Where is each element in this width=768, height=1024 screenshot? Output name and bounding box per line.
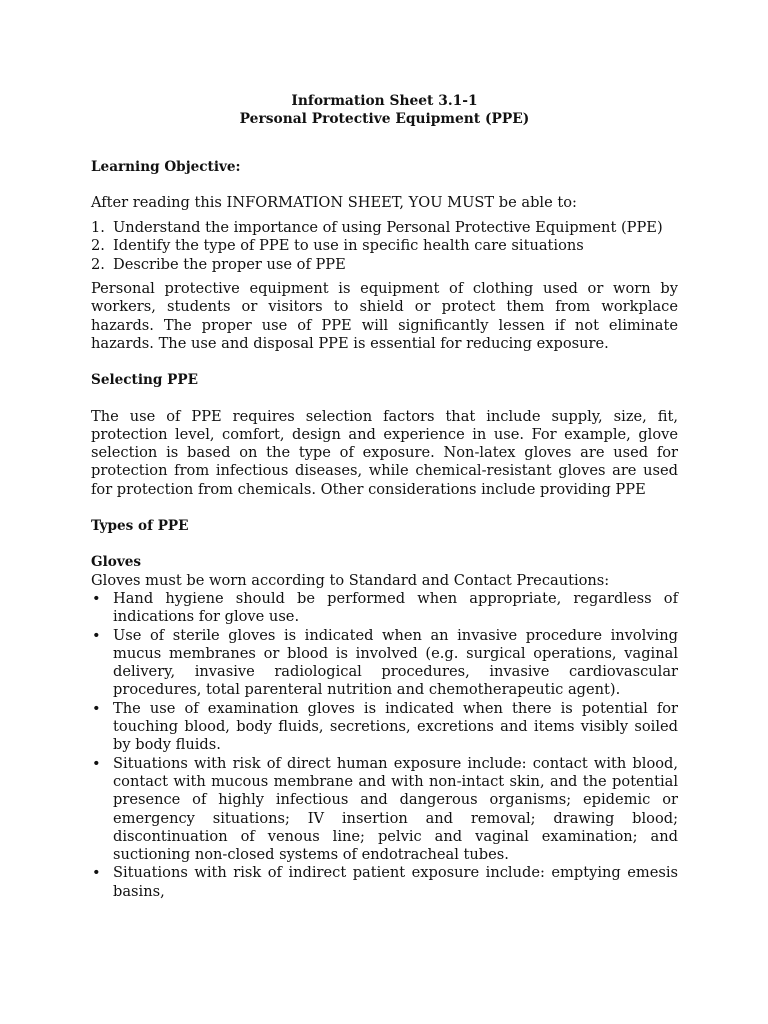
gloves-intro: Gloves must be worn according to Standard and Contact Precautions: xyxy=(91,571,610,589)
bullet-text: Hand hygiene should be performed when appropriate, regardless of indications for glove use. xyxy=(113,589,678,626)
objective-list xyxy=(91,219,678,274)
selecting-ppe-heading: Selecting PPE xyxy=(91,372,198,389)
bullet-text: Use of sterile gloves is indicated when an invasive procedure involving mucus membranes or blood is involved (e.g. surgical operations, vaginal delivery, invasive radiological procedures, invasive cardiovascular procedures, total parenteral nutrition and chemotherapeutic agent). xyxy=(113,626,678,699)
bullet-marker: • xyxy=(92,589,101,607)
list-item xyxy=(91,700,678,755)
objective-number: 2. xyxy=(91,255,105,273)
bullet-marker: • xyxy=(92,699,101,717)
types-of-ppe-heading: Types of PPE xyxy=(91,518,189,535)
objective-item xyxy=(91,256,678,274)
objective-number: 1. xyxy=(91,219,105,237)
learning-objective-heading: Learning Objective: xyxy=(91,158,241,175)
bullet-marker: • xyxy=(92,864,101,882)
bullet-marker: • xyxy=(92,754,101,772)
objective-item xyxy=(91,237,678,255)
gloves-heading: Gloves xyxy=(91,554,142,571)
sheet-number: Information Sheet 3.1-1 xyxy=(291,93,478,109)
bullet-text: The use of examination gloves is indicated when there is potential for touching blood, body fluids, secretions, excretions and items visibly soiled by body fluids. xyxy=(113,699,678,754)
bullet-marker: • xyxy=(92,626,101,644)
bullet-text: Situations with risk of direct human exposure include: contact with blood, contact with mucous membrane and with non-intact skin, and the potential presence of highly infectious and dangerous organisms; epidemic or emergency situations; IV insertion and removal; drawing blood; discontinuation of venous line; pelvic and vaginal examination; and suctioning non-closed systems of endotracheal tubes. xyxy=(113,754,678,864)
objective-text: Describe the proper use of PPE xyxy=(113,255,346,273)
list-item xyxy=(91,590,678,627)
intro-paragraph: Personal protective equipment is equipment of clothing used or worn by workers, students or visitors to shield or protect them from workplace hazards. The proper use of PPE will significantly lessen if not eliminate hazards. The use and disposal PPE is essential for reducing exposure. xyxy=(91,280,678,352)
sheet-title: Personal Protective Equipment (PPE) xyxy=(239,111,530,128)
list-item xyxy=(91,627,678,700)
objective-text: Understand the importance of using Personal Protective Equipment (PPE) xyxy=(113,219,663,237)
gloves-bullet-list xyxy=(91,590,678,901)
list-item xyxy=(91,755,678,865)
list-item xyxy=(91,864,678,901)
bullet-text: Situations with risk of indirect patient exposure include: emptying emesis basins, xyxy=(113,864,678,900)
objective-number: 2. xyxy=(91,237,105,255)
document-page xyxy=(91,92,678,901)
objective-text: Identify the type of PPE to use in specific health care situations xyxy=(113,237,584,255)
selecting-ppe-paragraph: The use of PPE requires selection factors that include supply, size, fit, protection level, comfort, design and experience in use. For example, glove selection is based on the type of exposure. Non-latex gloves are used for protection from infectious diseases, while chemical-resistant gloves are used for protection from chemicals. Other considerations include providing PPE xyxy=(91,407,678,498)
learning-objective-intro: After reading this INFORMATION SHEET, YOU MUST be able to: xyxy=(91,193,577,211)
objective-item xyxy=(91,219,678,237)
